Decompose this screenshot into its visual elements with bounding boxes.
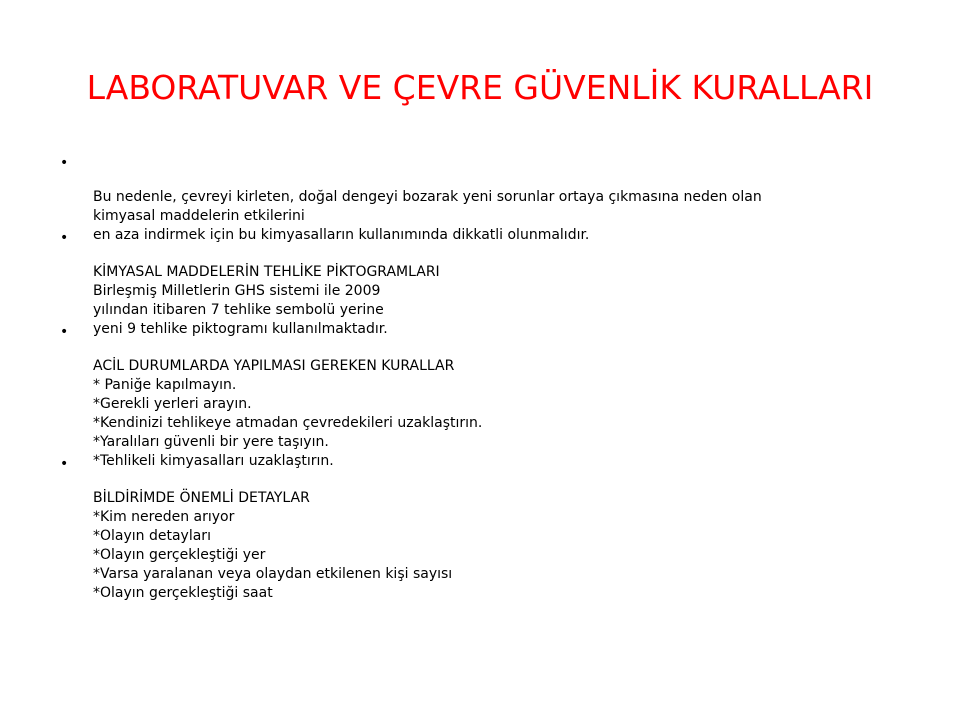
section-heading: ACİL DURUMLARDA YAPILMASI GEREKEN KURALLAR — [93, 358, 455, 374]
bullet-block-1 — [60, 155, 910, 245]
section-heading: KİMYASAL MADDELERİN TEHLİKE PİKTOGRAMLARI — [93, 264, 440, 280]
bullet-block-text — [93, 339, 910, 471]
text-line: *Olayın detayları — [93, 528, 211, 544]
text-line: kimyasal maddelerin etkilerini — [93, 208, 305, 224]
text-line: *Olayın gerçekleştiği yer — [93, 547, 266, 563]
bullet-block-text — [93, 170, 910, 245]
text-line: *Yaralıları güvenli bir yere taşıyın. — [93, 434, 329, 450]
text-line: *Olayın gerçekleştiği saat — [93, 585, 273, 601]
bullet-icon: • — [60, 230, 69, 246]
text-line: *Kendinizi tehlikeye atmadan çevredekileri uzaklaştırın. — [93, 415, 483, 431]
text-line: Bu nedenle, çevreyi kirleten, doğal dengeyi bozarak yeni sorunlar ortaya çıkmasına neden olan — [93, 189, 762, 205]
text-line: yılından itibaren 7 tehlike sembolü yerine — [93, 302, 384, 318]
text-line: yeni 9 tehlike piktogramı kullanılmaktadır. — [93, 321, 388, 337]
bullet-list — [60, 155, 910, 603]
slide-title: LABORATUVAR VE ÇEVRE GÜVENLİK KURALLARI — [86, 68, 874, 107]
text-line: en aza indirmek için bu kimyasalların kullanımında dikkatli olunmalıdır. — [93, 227, 590, 243]
section-heading: BİLDİRİMDE ÖNEMLİ DETAYLAR — [93, 490, 310, 506]
text-line: * Paniğe kapılmayın. — [93, 377, 237, 393]
text-line: *Gerekli yerleri arayın. — [93, 396, 252, 412]
bullet-icon: • — [60, 155, 69, 171]
bullet-icon: • — [60, 324, 69, 340]
text-line: *Varsa yaralanan veya olaydan etkilenen kişi sayısı — [93, 566, 453, 582]
text-line: Birleşmiş Milletlerin GHS sistemi ile 2009 — [93, 283, 381, 299]
bullet-icon: • — [60, 456, 69, 472]
text-line: *Tehlikeli kimyasalları uzaklaştırın. — [93, 453, 334, 469]
bullet-block-text — [93, 245, 910, 339]
bullet-block-text — [93, 471, 910, 603]
text-line: *Kim nereden arıyor — [93, 509, 235, 525]
